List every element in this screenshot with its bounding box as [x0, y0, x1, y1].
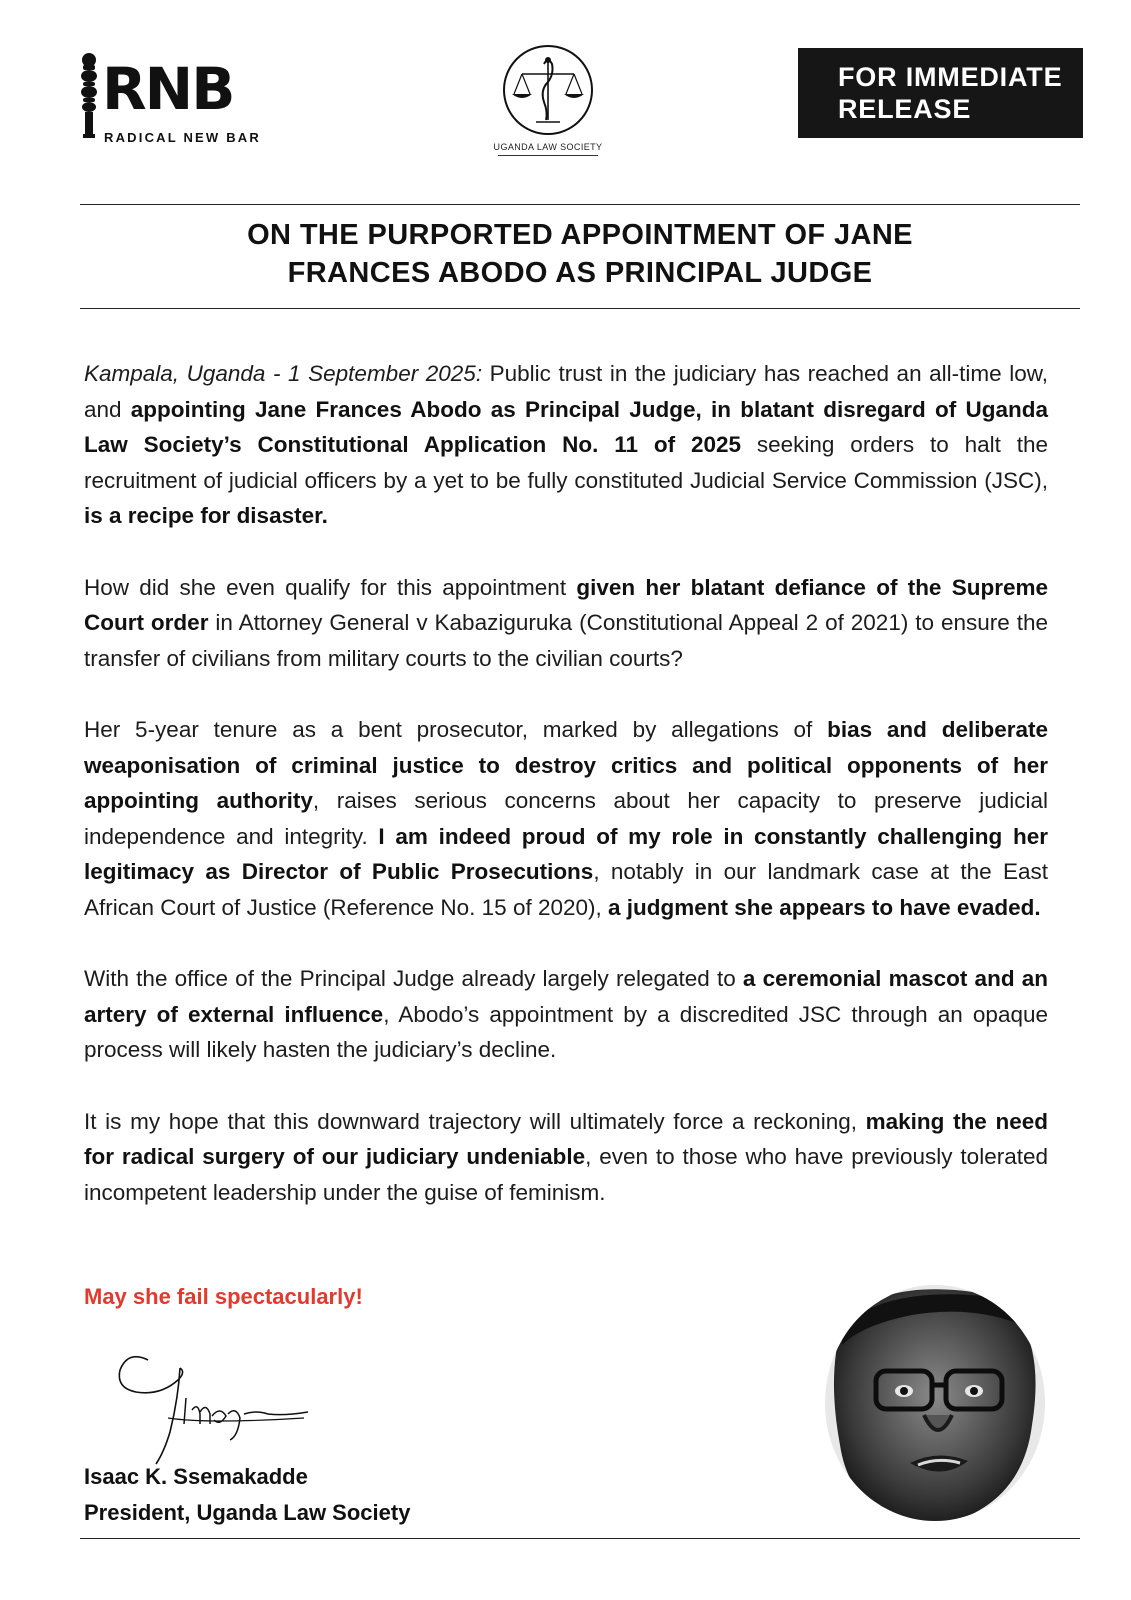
rnb-logo — [80, 52, 280, 144]
paragraph-3-bold-1: bias and deliberate weaponisation of criminal justice to destroy critics and political opponents of her appointing authority — [84, 717, 1048, 813]
headline-line-2: FRANCES ABODO AS PRINCIPAL JUDGE — [287, 257, 873, 289]
caption-underline — [498, 155, 598, 156]
headline-line-1: ON THE PURPORTED APPOINTMENT OF JANE — [247, 219, 913, 251]
paragraph-4 — [84, 961, 1048, 1068]
press-release-body — [84, 356, 1048, 1246]
paragraph-3-text-3: , notably in our landmark case at the East African Court of Justice (Reference No. 15 of 2020), — [84, 859, 1048, 920]
paragraph-3-text-1: Her 5-year tenure as a bent prosecutor, marked by allegations of — [84, 717, 828, 742]
headline-divider — [80, 308, 1080, 309]
paragraph-1-text-1: Public trust in the judiciary has reached an all-time low, and — [84, 361, 1048, 422]
headline — [80, 216, 1080, 292]
uganda-law-society-seal — [478, 42, 618, 162]
paragraph-2-text-2: in Attorney General v Kabaziguruka (Constitutional Appeal 2 of 2021) to ensure the transfer of civilians from military courts to the civilian courts? — [84, 610, 1049, 671]
paragraph-2-text-1: How did she even qualify for this appointment — [84, 574, 577, 600]
signer-block — [84, 1459, 410, 1531]
paragraph-5 — [84, 1104, 1048, 1211]
bottom-divider — [80, 1538, 1080, 1539]
paragraph-5-bold-1: making the need for radical surgery of our judiciary undeniable — [84, 1108, 1048, 1169]
paragraph-3-bold-2: I am indeed proud of my role in constantly challenging her legitimacy as Director of Public Prosecutions — [84, 823, 1049, 884]
rnb-subtitle: RADICAL NEW BAR — [104, 130, 261, 145]
paragraph-3-bold-3: a judgment she appears to have evaded. — [608, 894, 1041, 920]
paragraph-5-text-2: , even to those who have previously tolerated incompetent leadership under the guise of feminism. — [84, 1144, 1048, 1205]
paragraph-4-bold-1: a ceremonial mascot and an artery of external influence — [84, 966, 1048, 1027]
paragraph-1-text-2: seeking orders to halt the recruitment of judicial officers by a yet to be fully constituted Judicial Service Commission (JSC), — [84, 432, 1048, 493]
paragraph-4-text-1: With the office of the Principal Judge already largely relegated to — [84, 966, 743, 991]
release-label: FOR IMMEDIATE RELEASE — [838, 62, 1063, 124]
rnb-wordmark: RNB — [102, 55, 234, 123]
paragraph-3-text-2: , raises serious concerns about her capacity to preserve judicial independence and integrity. — [84, 788, 1049, 849]
paragraph-3 — [84, 712, 1048, 925]
paragraph-1-bold-1: appointing Jane Frances Abodo as Principal Judge, in blatant disregard of Uganda Law Society’s Constitutional Application No. 11 of 2025 — [84, 396, 1048, 457]
signer-portrait — [822, 1285, 1048, 1525]
signer-name: Isaac K. Ssemakadde — [84, 1464, 308, 1489]
paragraph-1 — [84, 356, 1048, 534]
paragraph-2-bold-1: given her blatant defiance of the Supreme Court order — [84, 574, 1048, 635]
release-label-box — [798, 48, 1083, 138]
paragraph-2 — [84, 570, 1048, 677]
dateline: Kampala, Uganda - 1 September 2025: — [84, 361, 483, 386]
closing-line: May she fail spectacularly! — [84, 1284, 363, 1309]
handwritten-signature — [108, 1340, 318, 1470]
scales-of-justice-icon — [478, 42, 618, 142]
top-divider — [80, 204, 1080, 205]
paragraph-4-text-2: , Abodo’s appointment by a discredited JSC through an opaque process will likely hasten the judiciary’s decline. — [84, 1001, 1048, 1062]
uls-caption: UGANDA LAW SOCIETY — [493, 142, 603, 152]
signer-title: President, Uganda Law Society — [84, 1500, 411, 1525]
paragraph-5-text-1: It is my hope that this downward trajectory will ultimately force a reckoning, — [84, 1108, 866, 1134]
paragraph-1-bold-2: is a recipe for disaster. — [84, 503, 328, 528]
